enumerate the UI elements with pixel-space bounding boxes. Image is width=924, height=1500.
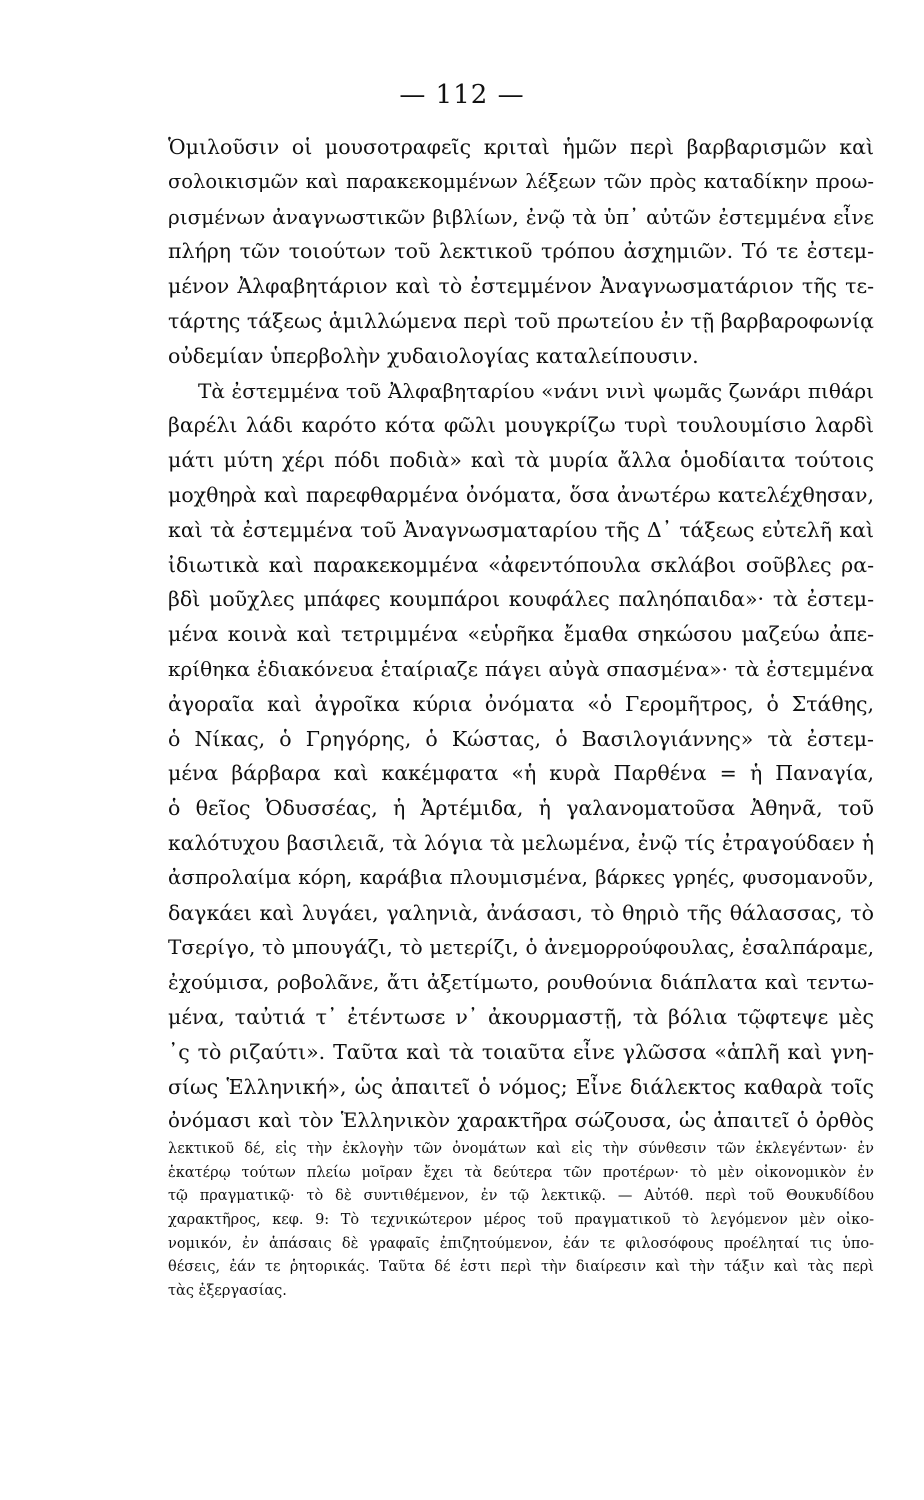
text-line: μένον Ἀλφαβητάριον καὶ τὸ ἐστεμμένον Ἀναγνωσματάριον τῆς τε- xyxy=(168,274,874,299)
text-line: κρίθηκα ἐδιακόνευα ἑταίριαζε πάγει αὐγὰ σπασμένα»· τὰ ἐστεμμένα xyxy=(168,656,874,681)
text-line: σίως Ἑλληνική», ὡς ἀπαιτεῖ ὁ νόμος; Εἶνε διάλεκτος καθαρὰ τοῖς xyxy=(168,1074,874,1099)
text-line: πλήρη τῶν τοιούτων τοῦ λεκτικοῦ τρόπου ἀσχημιῶν. Τό τε ἐστεμ- xyxy=(168,239,874,264)
text-line: ᾽ς τὸ ριζαύτι». Ταῦτα καὶ τὰ τοιαῦτα εἶνε γλῶσσα «ἁπλῆ καὶ γνη- xyxy=(168,1039,874,1064)
text-line: μένα κοινὰ καὶ τετριμμένα «εὑρῆκα ἔμαθα σηκώσου μαζεύω ἀπε- xyxy=(168,622,874,647)
text-line: ἀγοραῖα καὶ ἀγροῖκα κύρια ὀνόματα «ὁ Γερομῆτρος, ὁ Στάθης, xyxy=(168,691,874,716)
footnote-line: χαρακτῆρος, κεφ. 9: Τὸ τεχνικώτερον μέρος τοῦ πραγματικοῦ τὸ λεγόμενον μὲν οἰκο- xyxy=(168,1212,874,1229)
text-line: δαγκάει καὶ λυγάει, γαληνιὰ, ἀνάσασι, τὸ θηριὸ τῆς θάλασσας, τὸ xyxy=(168,900,874,925)
footnote-line: ἑκατέρῳ τούτων πλείω μοῖραν ἔχει τὰ δεύτερα τῶν προτέρων· τὸ μὲν οἰκονομικὸν ἐν xyxy=(168,1164,874,1181)
text-line: Ὁμιλοῦσιν οἱ μουσοτραφεῖς κριταὶ ἡμῶν περὶ βαρβαρισμῶν καὶ xyxy=(168,135,874,159)
footnote-line: θέσεις, ἐάν τε ῥητορικάς. Ταῦτα δέ ἐστι περὶ τὴν διαίρεσιν καὶ τὴν τάξιν καὶ τὰς περὶ xyxy=(168,1259,874,1276)
text-line: βδὶ μοῦχλες μπάφες κουμπάροι κουφάλες παληόπαιδα»· τὰ ἐστεμ- xyxy=(168,587,874,612)
footnote-line: τῷ πραγματικῷ· τὸ δὲ συντιθέμενον, ἐν τῷ λεκτικῷ. — Αὐτόθ. περὶ τοῦ Θουκυδίδου xyxy=(168,1188,874,1205)
text-line: τάρτης τάξεως ἁμιλλώμενα περὶ τοῦ πρωτείου ἐν τῇ βαρβαροφωνίᾳ xyxy=(168,308,874,333)
text-line: Τὰ ἐστεμμένα τοῦ Ἀλφαβηταρίου «νάνι νινὶ ψωμᾶς ζωνάρι πιθάρι xyxy=(198,378,874,403)
text-line: μάτι μύτη χέρι πόδι ποδιὰ» καὶ τὰ μυρία ἄλλα ὁμοδίαιτα τούτοις xyxy=(168,448,874,473)
text-line: Τσερίγο, τὸ μπουγάζι, τὸ μετερίζι, ὁ ἀνεμορρούφουλας, ἐσαλπάραμε, xyxy=(168,935,874,960)
text-line: βαρέλι λάδι καρότο κότα φῶλι μουγκρίζω τυρὶ τουλουμίσιο λαρδὶ xyxy=(168,413,874,438)
footnote-block xyxy=(168,1138,874,1304)
footnote-line: νομικόν, ἐν ἁπάσαις δὲ γραφαῖς ἐπιζητούμενον, ἐάν τε φιλοσόφους προέληταί τις ὑπο- xyxy=(168,1235,874,1252)
page-number: — 112 — xyxy=(399,80,525,110)
text-line: σολοικισμῶν καὶ παρακεκομμένων λέξεων τῶν πρὸς καταδίκην προω- xyxy=(168,169,874,193)
text-line: μένα, ταὐτιά τ᾽ ἐτέντωσε ν᾽ ἀκουρμαστῇ, τὰ βόλια τῷφτεψε μὲς xyxy=(168,1004,874,1029)
text-line: ὁ Νίκας, ὁ Γρηγόρης, ὁ Κώστας, ὁ Βασιλογιάννης» τὰ ἐστεμ- xyxy=(168,726,874,751)
text-line: ἀσπρολαίμα κόρη, καράβια πλουμισμένα, βάρκες γρηές, φυσομανοῦν, xyxy=(168,865,874,889)
text-line: ρισμένων ἀναγνωστικῶν βιβλίων, ἐνῷ τὰ ὑπ᾽ αὐτῶν ἐστεμμένα εἶνε xyxy=(168,204,874,229)
text-line: καὶ τὰ ἐστεμμένα τοῦ Ἀναγνωσματαρίου τῆς Δ᾽ τάξεως εὐτελῆ καὶ xyxy=(168,517,874,542)
text-line: οὐδεμίαν ὑπερβολὴν χυδαιολογίας καταλείπουσιν. xyxy=(168,343,699,368)
text-line: καλότυχου βασιλειᾶ, τὰ λόγια τὰ μελωμένα, ἐνῷ τίς ἐτραγούδαεν ἡ xyxy=(168,830,874,855)
text-line: ὀνόμασι καὶ τὸν Ἑλληνικὸν χαρακτῆρα σώζουσα, ὡς ἀπαιτεῖ ὁ ὀρθὸς xyxy=(168,1109,874,1133)
text-line: μένα βάρβαρα καὶ κακέμφατα «ἡ κυρὰ Παρθένα = ἡ Παναγία, xyxy=(168,761,874,786)
text-line: ἰδιωτικὰ καὶ παρακεκομμένα «ἀφεντόπουλα σκλάβοι σοῦβλες ρα- xyxy=(168,552,874,577)
text-line: ὁ θεῖος Ὀδυσσέας, ἡ Ἀρτέμιδα, ἡ γαλανοματοῦσα Ἀθηνᾶ, τοῦ xyxy=(168,796,874,821)
footnote-line: τὰς ἐξεργασίας. xyxy=(168,1283,287,1300)
main-text-block xyxy=(168,130,874,1139)
footnote-line: λεκτικοῦ δέ, εἰς τὴν ἐκλογὴν τῶν ὀνομάτων καὶ εἰς τὴν σύνθεσιν τῶν ἐκλεγέντων· ἐν xyxy=(168,1141,874,1157)
text-line: ἐχούμισα, ροβολᾶνε, ἄτι ἀξετίμωτο, ρουθούνια διάπλατα καὶ τεντω- xyxy=(168,970,874,995)
text-line: μοχθηρὰ καὶ παρεφθαρμένα ὀνόματα, ὅσα ἀνωτέρω κατελέχθησαν, xyxy=(168,482,874,507)
